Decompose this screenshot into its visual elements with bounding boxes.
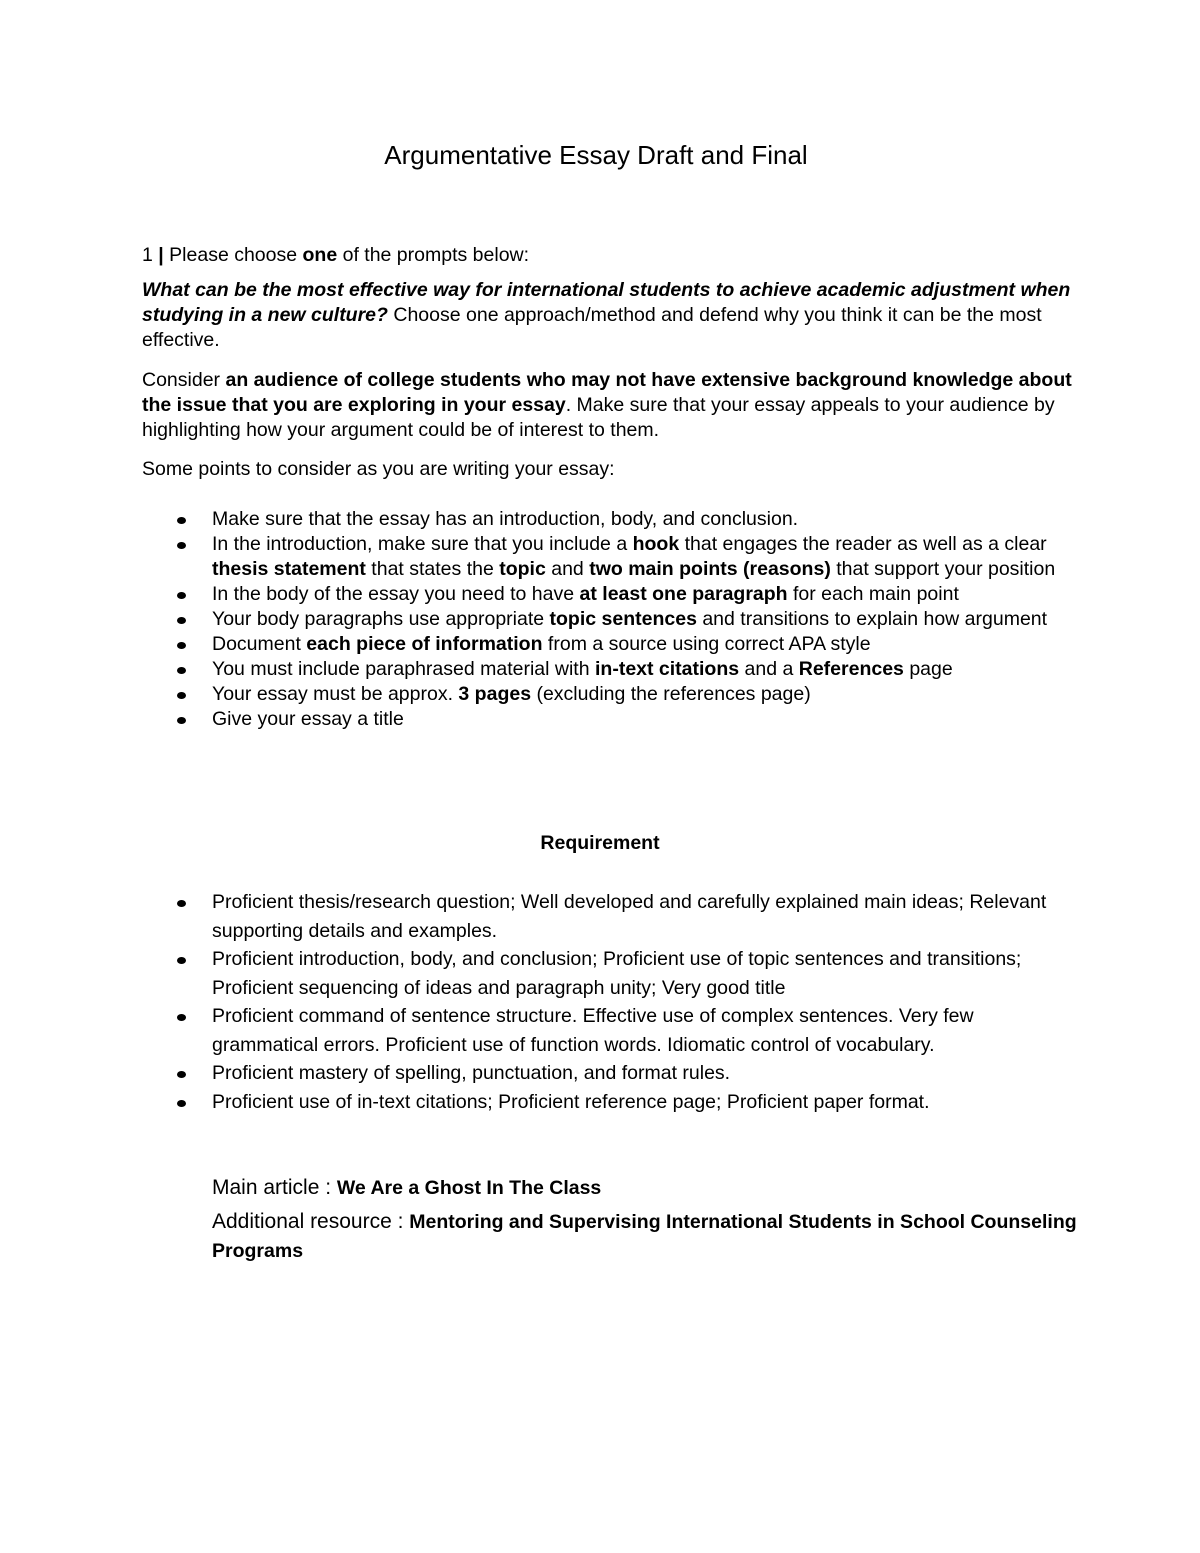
point-text: for each main point <box>787 583 959 605</box>
point-emphasis: in-text citations <box>595 658 740 680</box>
point-text: In the introduction, make sure that you include a <box>212 533 633 555</box>
point-text: from a source using correct APA style <box>542 633 871 655</box>
requirement-text: Proficient mastery of spelling, punctuation, and format rules. <box>212 1062 731 1084</box>
essay-prompt <box>142 278 1072 353</box>
main-article-label: Main article : <box>212 1176 337 1199</box>
bullet-icon <box>177 617 186 624</box>
additional-resource-label: Additional resource : <box>212 1210 410 1233</box>
bullet-icon <box>177 592 186 599</box>
list-item <box>142 1059 1072 1088</box>
bullet-icon <box>177 692 186 699</box>
point-text: that support your position <box>830 558 1056 580</box>
point-emphasis: hook <box>632 533 680 555</box>
audience-text: Consider <box>142 369 226 391</box>
instruction-text-end: of the prompts below: <box>337 244 530 266</box>
bullet-icon <box>177 1071 186 1078</box>
list-item <box>142 582 1072 607</box>
point-emphasis: topic <box>499 558 546 580</box>
point-emphasis: each piece of information <box>306 633 543 655</box>
bullet-icon <box>177 957 186 964</box>
point-text: Make sure that the essay has an introduction, body, and conclusion. <box>212 508 799 530</box>
points-list <box>142 507 1072 732</box>
point-text: page <box>903 658 953 680</box>
document-title: Argumentative Essay Draft and Final <box>384 140 808 170</box>
list-item <box>142 707 1072 732</box>
requirements-list <box>142 888 1072 1116</box>
point-text: You must include paraphrased material with <box>212 658 595 680</box>
point-text: and a <box>739 658 799 680</box>
list-item <box>142 888 1072 945</box>
list-item <box>142 632 1072 657</box>
audience-text-end: . Make sure that your essay appeals to your audience by highlighting how your argument could be of interest to them. <box>142 394 1055 441</box>
prompt-directions: Choose one approach/method and defend why you think it can be the most effective. <box>142 304 1042 351</box>
point-text: Document <box>212 633 307 655</box>
point-emphasis: 3 pages <box>458 683 532 705</box>
point-text: In the body of the essay you need to have <box>212 583 580 605</box>
requirement-text: Proficient introduction, body, and conclusion; Proficient use of topic sentences and transitions; Proficient sequencing of ideas and paragraph unity; Very good title <box>212 948 1022 999</box>
list-item <box>142 945 1072 1002</box>
bullet-icon <box>177 542 186 549</box>
audience-paragraph <box>142 368 1072 443</box>
instruction-text: Please choose <box>163 244 303 266</box>
main-article <box>212 1173 1082 1203</box>
bullet-icon <box>177 900 186 907</box>
bullet-icon <box>177 667 186 674</box>
section-number: 1 <box>142 244 153 266</box>
point-text: that engages the reader as well as a clear <box>679 533 1047 555</box>
list-item <box>142 1002 1072 1059</box>
prompt-instruction <box>142 243 1072 268</box>
audience-emphasis: an audience of college students who may not have extensive background knowledge about the issue that you are exploring in your essay <box>142 369 1072 416</box>
point-text: Your essay must be approx. <box>212 683 459 705</box>
bullet-icon <box>177 1100 186 1107</box>
point-emphasis: at least one paragraph <box>579 583 788 605</box>
point-emphasis: References <box>798 658 904 680</box>
main-article-title: We Are a Ghost In The Class <box>336 1177 602 1199</box>
prompt-question: What can be the most effective way for international students to achieve academic adjustment when studying in a new culture? <box>142 279 1071 326</box>
bullet-icon <box>177 517 186 524</box>
list-item <box>142 657 1072 682</box>
point-emphasis: topic sentences <box>549 608 697 630</box>
point-emphasis: thesis statement <box>212 558 366 580</box>
point-text: that states the <box>365 558 500 580</box>
requirement-heading: Requirement <box>540 832 660 854</box>
requirement-text: Proficient command of sentence structure. Effective use of complex sentences. Very few grammatical errors. Proficient use of function words. Idiomatic control of vocabulary. <box>212 1005 974 1056</box>
list-item <box>142 532 1072 582</box>
additional-resource-title: Mentoring and Supervising International Students in School Counseling Programs <box>212 1211 1077 1262</box>
instruction-emphasis: one <box>302 244 338 266</box>
section-separator: | <box>158 244 164 266</box>
list-item <box>142 1088 1072 1117</box>
list-item <box>142 682 1072 707</box>
point-emphasis: two main points (reasons) <box>589 558 831 580</box>
points-intro: Some points to consider as you are writing your essay: <box>142 458 615 480</box>
point-text: and transitions to explain how argument <box>696 608 1048 630</box>
bullet-icon <box>177 642 186 649</box>
requirement-text: Proficient use of in-text citations; Proficient reference page; Proficient paper format. <box>212 1090 930 1113</box>
requirement-text: Proficient thesis/research question; Well developed and carefully explained main ideas; Relevant supporting details and examples. <box>212 891 1047 942</box>
point-text: and <box>545 558 590 580</box>
list-item <box>142 607 1072 632</box>
point-text: Your body paragraphs use appropriate <box>212 608 550 630</box>
bullet-icon <box>177 717 186 724</box>
bullet-icon <box>177 1014 186 1021</box>
point-text: (excluding the references page) <box>531 683 811 705</box>
list-item <box>142 507 1072 532</box>
point-text: Give your essay a title <box>212 708 404 730</box>
additional-resource <box>212 1207 1082 1266</box>
